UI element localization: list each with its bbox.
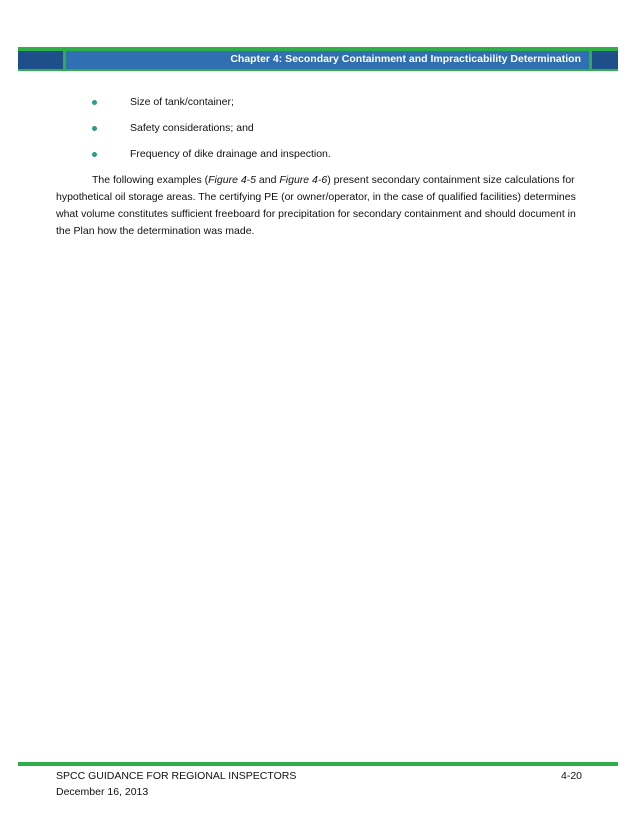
footer-doc-title: SPCC GUIDANCE FOR REGIONAL INSPECTORS — [56, 770, 297, 782]
bullet-text: Safety considerations; and — [130, 122, 254, 134]
page-number: 4-20 — [560, 770, 582, 782]
bullet-icon — [92, 100, 97, 105]
figure-reference: Figure 4-5 — [208, 174, 256, 186]
paragraph-text: The following examples ( — [92, 174, 209, 186]
header-right-block — [592, 51, 618, 69]
paragraph-text: ) present secondary containment size calculations for hypothetical oil storage areas. The certifying PE (or owner/operator, in the case of qualified facilities) determines what volume constitutes sufficient freeboard for precipitation for secondary containment and should document in the Plan how the determination was made. — [56, 174, 576, 237]
bullet-text: Frequency of dike drainage and inspection. — [130, 148, 331, 160]
chapter-title: Chapter 4: Secondary Containment and Impracticability Determination — [230, 53, 581, 65]
paragraph-text: and — [256, 174, 280, 186]
body-paragraph — [56, 172, 581, 240]
bullet-icon — [92, 152, 97, 157]
footer-date: December 16, 2013 — [56, 786, 149, 798]
bullet-icon — [92, 126, 97, 131]
header-left-block — [18, 51, 63, 69]
bullet-text: Size of tank/container; — [130, 96, 234, 108]
footer-left — [56, 768, 296, 800]
figure-reference: Figure 4-6 — [279, 174, 328, 186]
footer-rule — [18, 762, 618, 766]
